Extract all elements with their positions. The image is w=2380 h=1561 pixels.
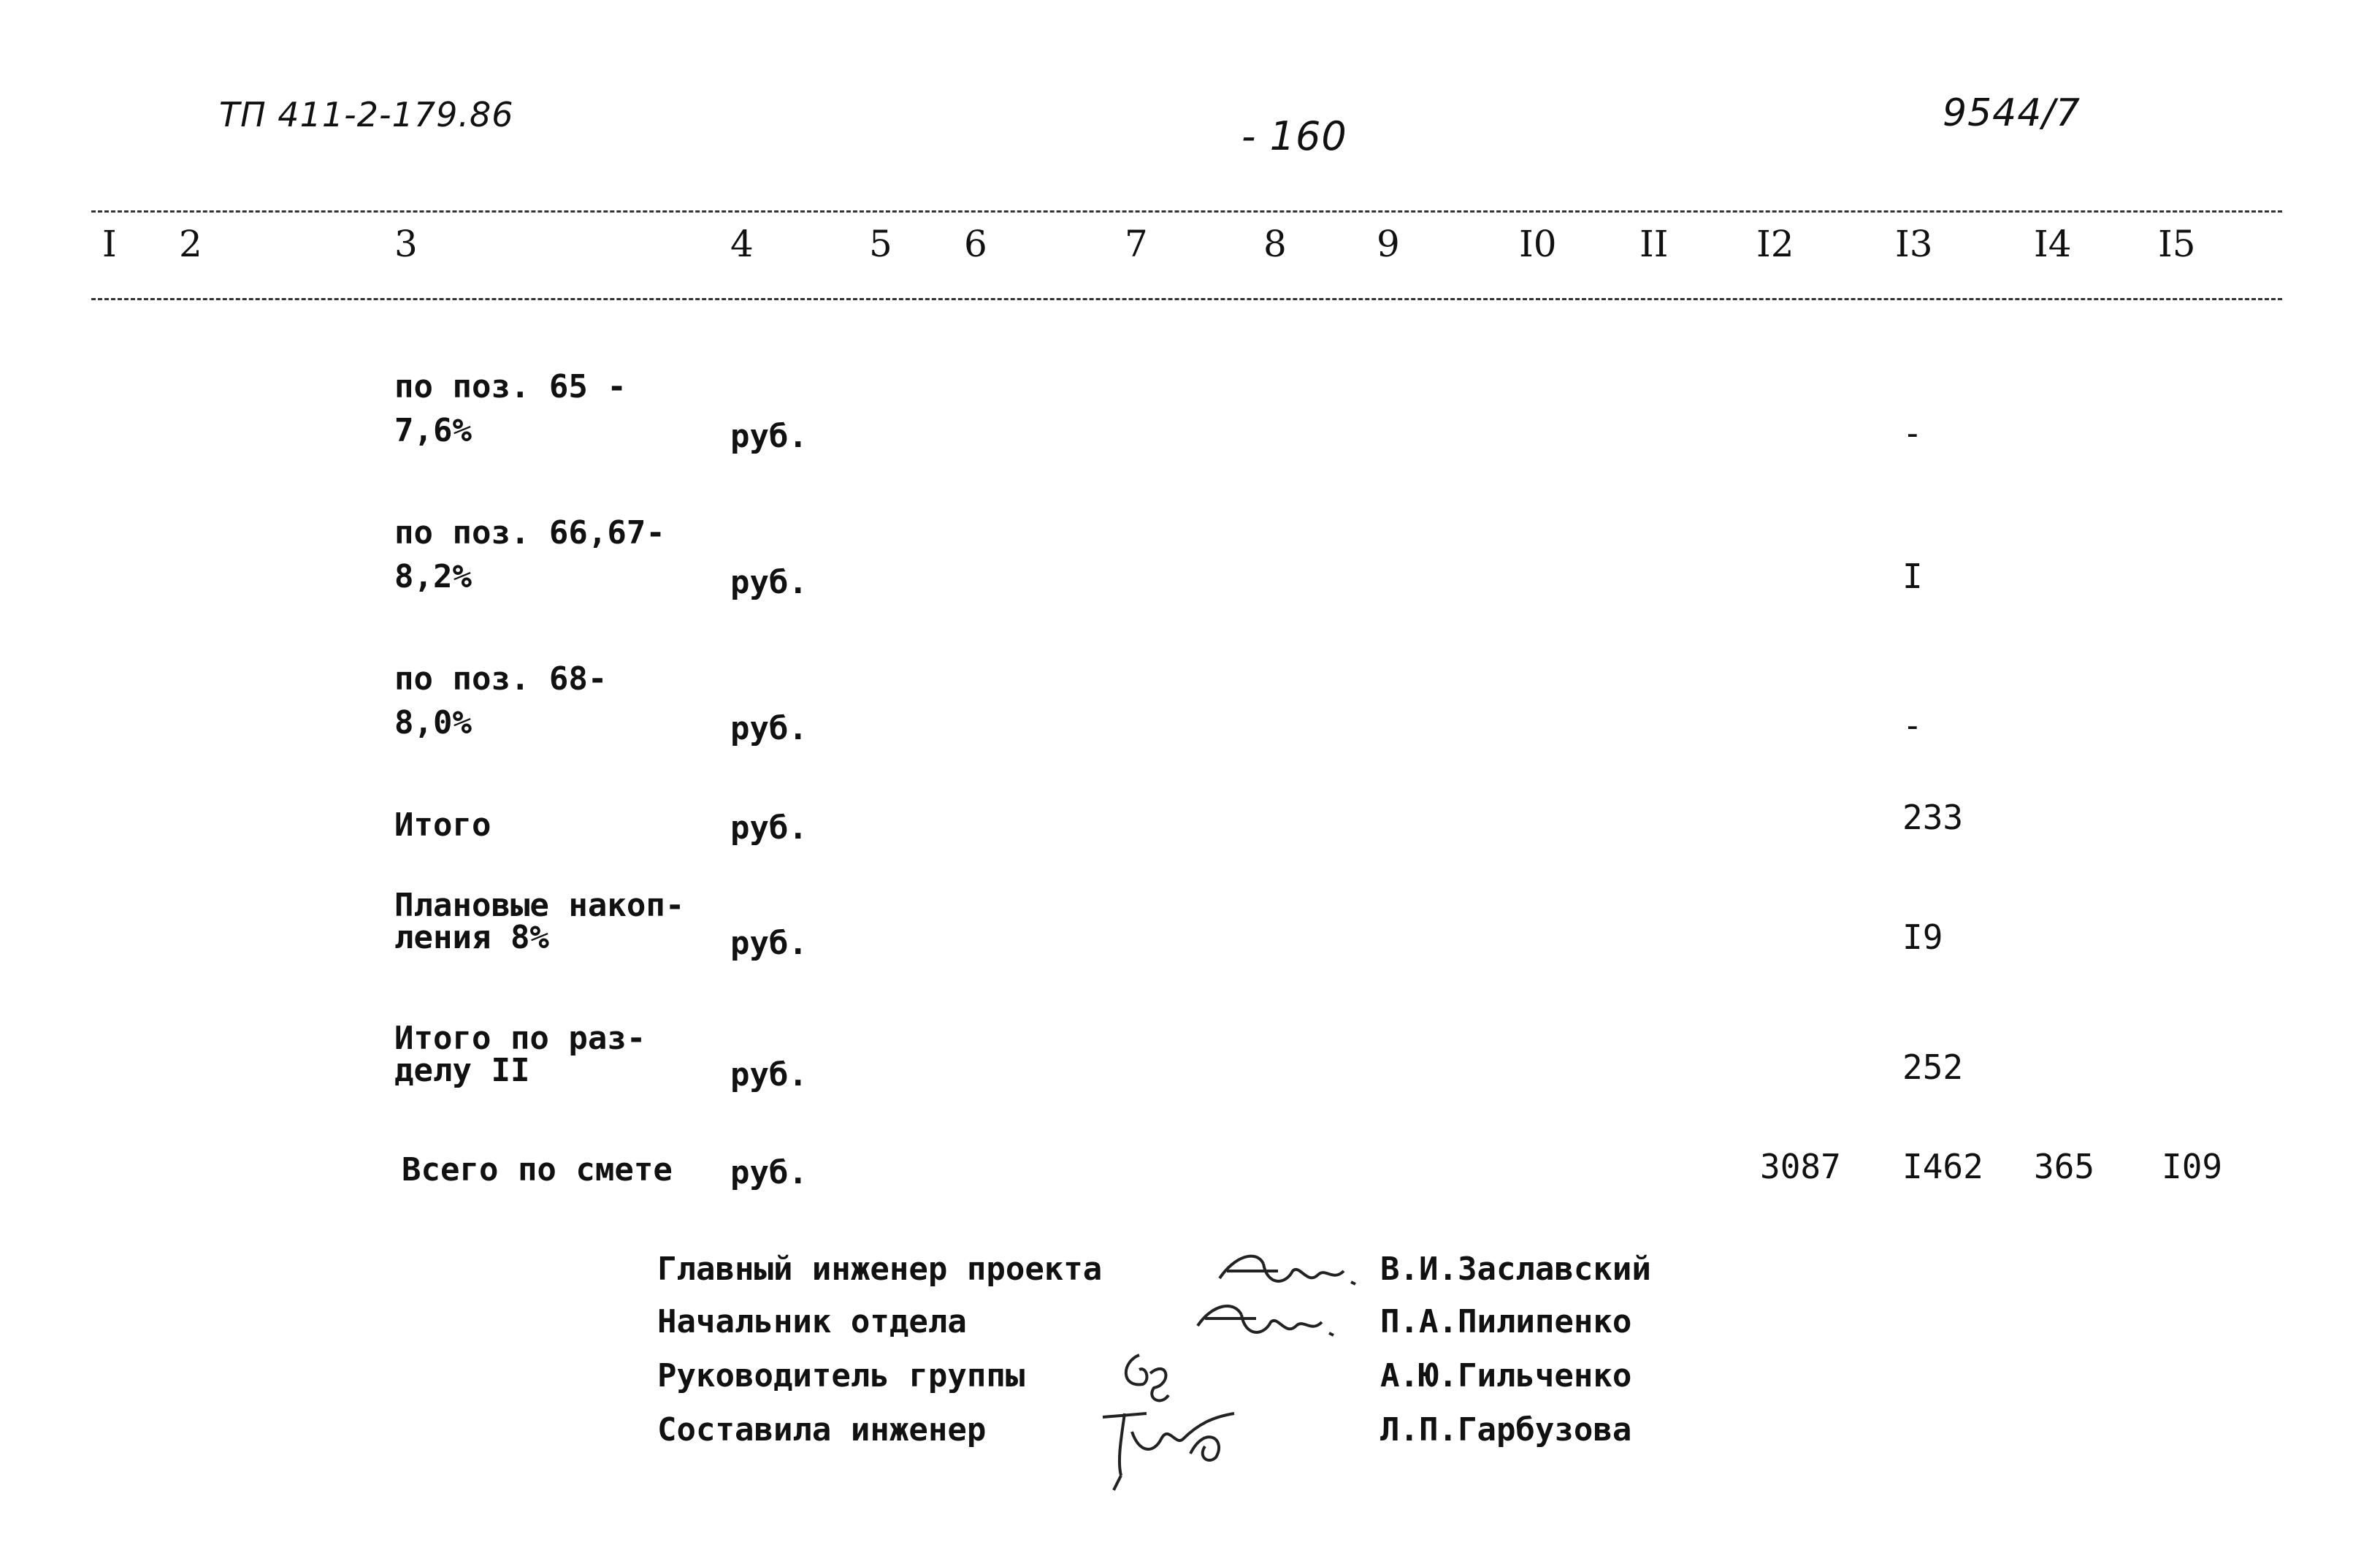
signature-role: Руководитель группы (657, 1357, 1025, 1394)
column-number-12: I2 (1756, 223, 1794, 265)
column-number-9: 9 (1377, 223, 1400, 265)
column-number-6: 6 (964, 223, 987, 265)
signature-name: Л.П.Гарбузова (1380, 1411, 1632, 1449)
column-number-8: 8 (1263, 223, 1287, 265)
sheet-reference: 9544/7 (1943, 91, 2081, 135)
cell-col13: - (1902, 706, 1923, 745)
cell-col13: I9 (1902, 917, 1943, 957)
handwritten-signature (1088, 1395, 1256, 1497)
cell-col12: 3087 (1760, 1147, 1841, 1186)
signature-role: Начальник отдела (657, 1303, 967, 1340)
column-number-11: II (1639, 223, 1669, 265)
column-number-3: 3 (394, 223, 418, 265)
cell-col13: 252 (1902, 1047, 1964, 1087)
signature-name: П.А.Пилипенко (1380, 1303, 1632, 1340)
row-description: по поз. 68- 8,0% (394, 660, 608, 741)
cell-col13: 233 (1902, 798, 1964, 837)
header-bottom-rule (91, 298, 2282, 300)
handwritten-signature (1190, 1293, 1351, 1351)
column-number-4: 4 (730, 223, 754, 265)
document-code: ТП 411-2-179.86 (219, 95, 514, 134)
row-unit: руб. (730, 418, 808, 455)
signature-name: А.Ю.Гильченко (1380, 1357, 1632, 1394)
row-description: Плановые накоп- ления 8% (394, 887, 685, 956)
cell-col13: I (1902, 557, 1923, 596)
row-unit: руб. (730, 809, 808, 847)
row-description: Итого по раз- делу II (394, 1020, 646, 1089)
column-number-14: I4 (2034, 223, 2072, 265)
cell-col15: I09 (2162, 1147, 2223, 1186)
column-number-1: I (102, 223, 117, 265)
cell-col13: - (1902, 413, 1923, 453)
row-unit: руб. (730, 925, 808, 962)
cell-col13: I462 (1902, 1147, 1983, 1186)
row-description: Итого (394, 806, 491, 844)
row-description: по поз. 65 - 7,6% (394, 368, 627, 449)
column-number-5: 5 (869, 223, 892, 265)
signature-role: Составила инженер (657, 1411, 987, 1449)
header-top-rule (91, 210, 2282, 213)
row-unit: руб. (730, 564, 808, 601)
signature-role: Главный инженер проекта (657, 1251, 1103, 1288)
column-number-7: 7 (1125, 223, 1148, 265)
row-description: Всего по смете (402, 1151, 673, 1188)
row-unit: руб. (730, 1056, 808, 1094)
column-number-13: I3 (1895, 223, 1933, 265)
row-unit: руб. (730, 1154, 808, 1191)
row-description: по поз. 66,67- 8,2% (394, 514, 665, 595)
signature-name: В.И.Заславский (1380, 1251, 1651, 1288)
column-number-2: 2 (179, 223, 202, 265)
column-number-10: I0 (1519, 223, 1557, 265)
column-number-15: I5 (2158, 223, 2196, 265)
page-number: - 160 (1241, 113, 1347, 159)
cell-col14: 365 (2034, 1147, 2095, 1186)
handwritten-signature (1212, 1242, 1373, 1300)
row-unit: руб. (730, 710, 808, 747)
